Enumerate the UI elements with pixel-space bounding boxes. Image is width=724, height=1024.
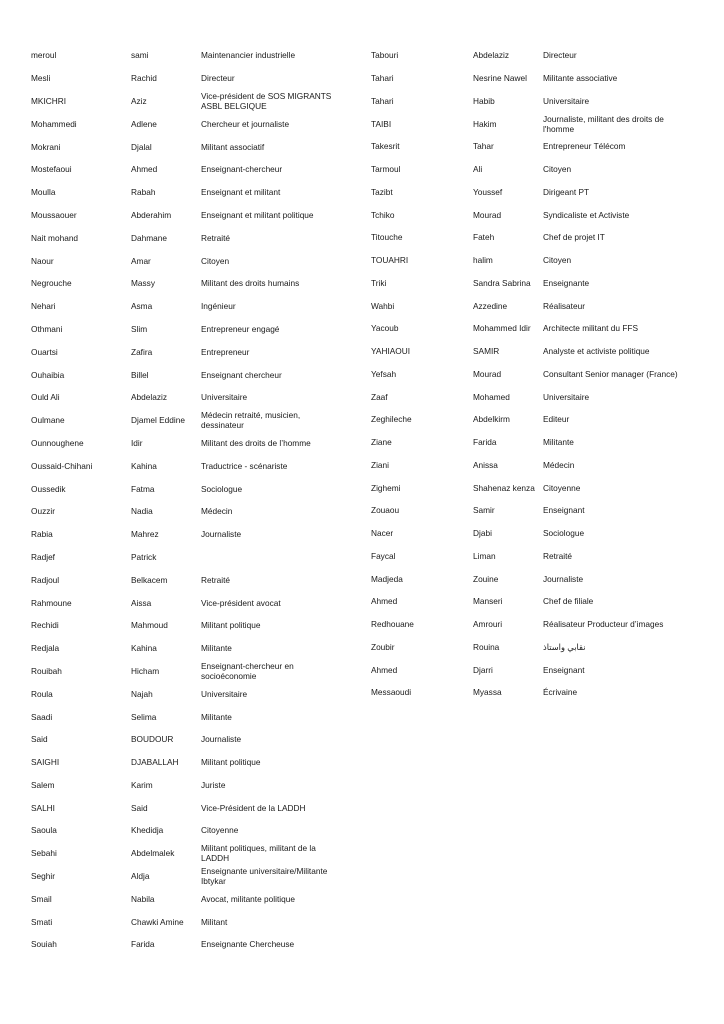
occupation: نقابي واستاذ <box>543 641 586 652</box>
signatory-row <box>371 363 701 386</box>
signatory-row <box>31 90 356 113</box>
first-name: Asma <box>131 301 153 312</box>
first-name: Nabila <box>131 893 155 904</box>
signatory-row <box>31 204 356 227</box>
last-name: Ziani <box>371 459 389 470</box>
first-name: Liman <box>473 550 496 561</box>
occupation: Enseignante Chercheuse <box>201 939 295 950</box>
occupation: Editeur <box>543 414 570 425</box>
occupation: Enseignant <box>543 664 585 675</box>
signatory-row <box>371 67 701 90</box>
signatory-row <box>31 933 356 956</box>
first-name: Mohamed <box>473 391 510 402</box>
first-name: Abdelmalek <box>131 848 175 859</box>
signatory-row <box>371 317 701 340</box>
first-name: Ali <box>473 164 483 175</box>
signatory-row <box>371 408 701 431</box>
occupation: Militante <box>201 711 232 722</box>
first-name: Hakim <box>473 118 497 129</box>
last-name: Ould Ali <box>31 392 60 403</box>
occupation: Directeur <box>543 50 577 61</box>
first-name: Djabi <box>473 528 492 539</box>
signatory-row <box>31 774 356 797</box>
occupation: Universitaire <box>543 391 590 402</box>
signatory-row <box>31 363 356 386</box>
last-name: Nehari <box>31 301 56 312</box>
signatory-row <box>371 454 701 477</box>
first-name: Rouina <box>473 641 500 652</box>
first-name: Mohammed Idir <box>473 323 531 334</box>
occupation: Réalisateur Producteur d’images <box>543 619 664 630</box>
signatory-row <box>371 613 701 636</box>
signatory-row <box>31 249 356 272</box>
last-name: Yefsah <box>371 368 397 379</box>
occupation: Militant associatif <box>201 141 265 152</box>
signatory-row <box>31 44 356 67</box>
signatory-row <box>371 158 701 181</box>
last-name: Roula <box>31 688 53 699</box>
signatory-row <box>371 476 701 499</box>
occupation: Militant politiques, militant de la LADDH <box>201 843 316 864</box>
first-name: Tahar <box>473 141 494 152</box>
last-name: Oussedik <box>31 483 66 494</box>
occupation: Enseignant-chercheur en socioéconomie <box>201 660 294 681</box>
last-name: Zighemi <box>371 482 401 493</box>
first-name: Manseri <box>473 596 503 607</box>
occupation: Médecin retraité, musicien, dessinateur <box>201 410 301 431</box>
occupation: Militante <box>543 437 574 448</box>
signatory-row <box>31 705 356 728</box>
signatory-row <box>31 591 356 614</box>
last-name: Radjoul <box>31 574 60 585</box>
first-name: Khedidja <box>131 825 164 836</box>
signatory-row <box>31 637 356 660</box>
occupation: Dirigeant PT <box>543 186 590 197</box>
occupation: Syndicaliste et Activiste <box>543 209 630 220</box>
last-name: Naour <box>31 255 54 266</box>
signatory-row <box>371 636 701 659</box>
last-name: Rahmoune <box>31 597 72 608</box>
first-name: Adlene <box>131 118 157 129</box>
last-name: Ouzzir <box>31 506 55 517</box>
first-name: SAMIR <box>473 346 500 357</box>
last-name: Rechidi <box>31 620 59 631</box>
signatory-row <box>31 135 356 158</box>
occupation: Entrepreneur engagé <box>201 323 280 334</box>
first-name: Anissa <box>473 459 498 470</box>
last-name: Smati <box>31 916 53 927</box>
last-name: Said <box>31 734 48 745</box>
signatory-row <box>371 431 701 454</box>
last-name: Zouaou <box>371 505 400 516</box>
first-name: Idir <box>131 437 143 448</box>
first-name: Aissa <box>131 597 152 608</box>
last-name: Ahmed <box>371 596 398 607</box>
last-name: Moussaouer <box>31 209 77 220</box>
first-name: Farida <box>131 939 155 950</box>
occupation: Entrepreneur Télécom <box>543 141 626 152</box>
first-name: Sandra Sabrina <box>473 277 531 288</box>
signatory-row <box>371 340 701 363</box>
occupation: Sociologue <box>201 483 243 494</box>
last-name: Souiah <box>31 939 57 950</box>
first-name: Amrouri <box>473 619 503 630</box>
occupation: Vice-président de SOS MIGRANTS ASBL BELGIQUE <box>201 90 332 111</box>
first-name: Mahmoud <box>131 620 168 631</box>
first-name: DJABALLAH <box>131 757 179 768</box>
last-name: Oussaid-Chihani <box>31 460 93 471</box>
first-name: Belkacem <box>131 574 168 585</box>
first-name: Fateh <box>473 232 495 243</box>
last-name: Sebahi <box>31 848 57 859</box>
last-name: Ahmed <box>371 664 398 675</box>
first-name: Habib <box>473 95 495 106</box>
signatory-row <box>31 660 356 683</box>
occupation: Vice-président avocat <box>201 597 281 608</box>
occupation: Journaliste <box>201 529 242 540</box>
last-name: Saadi <box>31 711 53 722</box>
occupation: Chercheur et journaliste <box>201 118 290 129</box>
occupation: Militante <box>201 643 232 654</box>
first-name: Massy <box>131 278 155 289</box>
signatory-row <box>371 658 701 681</box>
last-name: Othmani <box>31 323 63 334</box>
last-name: Tazibt <box>371 186 393 197</box>
last-name: Mokrani <box>31 141 61 152</box>
occupation: Consultant Senior manager (France) <box>543 368 678 379</box>
last-name: Moulla <box>31 187 56 198</box>
last-name: Tabouri <box>371 50 399 61</box>
signatory-row <box>31 454 356 477</box>
signatory-row <box>31 158 356 181</box>
signatory-row <box>371 522 701 545</box>
signatory-row <box>371 545 701 568</box>
occupation: Chef de filiale <box>543 596 594 607</box>
last-name: Redhouane <box>371 619 414 630</box>
signatory-row <box>31 887 356 910</box>
occupation: Réalisateur <box>543 300 585 311</box>
signatory-row <box>371 181 701 204</box>
occupation: Retraité <box>201 232 231 243</box>
occupation: Journaliste, militant des droits de l'homme <box>543 113 664 134</box>
first-name: Djamel Eddine <box>131 415 185 426</box>
last-name: TAIBI <box>371 118 392 129</box>
first-name: Abderahim <box>131 209 172 220</box>
last-name: Radjef <box>31 551 55 562</box>
last-name: YAHIAOUI <box>371 346 411 357</box>
first-name: Amar <box>131 255 151 266</box>
occupation: Citoyenne <box>543 482 581 493</box>
first-name: Billel <box>131 369 149 380</box>
last-name: Madjeda <box>371 573 403 584</box>
first-name: Hicham <box>131 665 160 676</box>
first-name: Rabah <box>131 187 156 198</box>
occupation: Militante associative <box>543 73 618 84</box>
occupation: Architecte militant du FFS <box>543 323 638 334</box>
signatory-row <box>31 682 356 705</box>
last-name: Ziane <box>371 437 392 448</box>
signatory-row <box>371 112 701 135</box>
first-name: Farida <box>473 437 497 448</box>
signatory-row <box>31 751 356 774</box>
signatory-row <box>371 135 701 158</box>
first-name: Mahrez <box>131 529 159 540</box>
first-name: Said <box>131 802 148 813</box>
first-name: Nadia <box>131 506 153 517</box>
signatory-row <box>31 728 356 751</box>
occupation: Avocat, militante politique <box>201 893 295 904</box>
occupation: Enseignant <box>543 505 585 516</box>
last-name: MKICHRI <box>31 95 67 106</box>
last-name: Ouartsi <box>31 346 58 357</box>
occupation: Analyste et activiste politique <box>543 346 650 357</box>
signatory-row <box>371 203 701 226</box>
first-name: Mourad <box>473 368 502 379</box>
first-name: Djalal <box>131 141 152 152</box>
first-name: Myassa <box>473 687 502 698</box>
occupation: Militant des droits humains <box>201 278 300 289</box>
occupation: Citoyen <box>201 255 230 266</box>
occupation: Militant des droits de l’homme <box>201 437 311 448</box>
last-name: Ouhaibia <box>31 369 65 380</box>
signatory-row <box>371 590 701 613</box>
last-name: TOUAHRI <box>371 255 409 266</box>
occupation: Directeur <box>201 73 235 84</box>
occupation: Juriste <box>201 779 226 790</box>
signatory-row <box>31 500 356 523</box>
signatory-row <box>31 568 356 591</box>
first-name: Azzedine <box>473 300 508 311</box>
first-name: BOUDOUR <box>131 734 174 745</box>
last-name: Tarmoul <box>371 164 401 175</box>
last-name: Mostefaoui <box>31 164 72 175</box>
signatory-row <box>371 272 701 295</box>
signatory-row <box>371 90 701 113</box>
signatory-row <box>31 409 356 432</box>
signatory-row <box>371 681 701 704</box>
first-name: Abdelaziz <box>131 392 167 403</box>
last-name: Zaaf <box>371 391 388 402</box>
first-name: Fatma <box>131 483 155 494</box>
signatory-row <box>31 796 356 819</box>
last-name: Redjala <box>31 643 60 654</box>
signatory-row <box>31 546 356 569</box>
signatory-row <box>31 910 356 933</box>
first-name: Karim <box>131 779 153 790</box>
occupation: Traductrice - scénariste <box>201 460 288 471</box>
occupation: Citoyen <box>543 255 572 266</box>
occupation: Citoyen <box>543 164 572 175</box>
signatory-row <box>31 865 356 888</box>
first-name: Najah <box>131 688 153 699</box>
signatory-row <box>31 386 356 409</box>
first-name: Kahina <box>131 643 157 654</box>
first-name: Zouine <box>473 573 499 584</box>
last-name: Smail <box>31 893 52 904</box>
signatory-row <box>31 67 356 90</box>
first-name: Slim <box>131 323 148 334</box>
signatory-row <box>31 432 356 455</box>
occupation: Médecin <box>201 506 233 517</box>
occupation: Universitaire <box>201 392 248 403</box>
signatory-row <box>31 181 356 204</box>
first-name: Selima <box>131 711 157 722</box>
last-name: Nacer <box>371 528 394 539</box>
last-name: Triki <box>371 277 387 288</box>
first-name: Rachid <box>131 73 157 84</box>
first-name: Nesrine Nawel <box>473 73 527 84</box>
occupation: Militant <box>201 916 228 927</box>
first-name: Kahina <box>131 460 157 471</box>
occupation: Entrepreneur <box>201 346 250 357</box>
occupation: Enseignant chercheur <box>201 369 282 380</box>
first-name: halim <box>473 255 493 266</box>
signatory-row <box>31 295 356 318</box>
occupation: Ingénieur <box>201 301 236 312</box>
first-name: Shahenaz kenza <box>473 482 535 493</box>
first-name: Abdelaziz <box>473 50 509 61</box>
last-name: Messaoudi <box>371 687 412 698</box>
signatories-right-column <box>371 44 701 704</box>
first-name: Samir <box>473 505 495 516</box>
last-name: Faycal <box>371 550 396 561</box>
signatory-row <box>371 567 701 590</box>
first-name: Aldja <box>131 871 150 882</box>
last-name: Mesli <box>31 73 51 84</box>
signatory-row <box>31 614 356 637</box>
last-name: Zoubir <box>371 641 395 652</box>
last-name: Negrouche <box>31 278 72 289</box>
occupation: Vice-Président de la LADDH <box>201 802 306 813</box>
first-name: Mourad <box>473 209 502 220</box>
occupation: Enseignant et militant politique <box>201 209 314 220</box>
last-name: SAIGHI <box>31 757 60 768</box>
first-name: Ahmed <box>131 164 158 175</box>
first-name: sami <box>131 50 149 61</box>
occupation: Écrivaine <box>543 687 578 698</box>
last-name: Oulmane <box>31 415 65 426</box>
last-name: Salem <box>31 779 55 790</box>
last-name: Rabia <box>31 529 53 540</box>
signatory-row <box>371 44 701 67</box>
last-name: Mohammedi <box>31 118 77 129</box>
last-name: meroul <box>31 50 57 61</box>
last-name: Nait mohand <box>31 232 79 243</box>
occupation: Enseignant-chercheur <box>201 164 283 175</box>
occupation: Médecin <box>543 459 575 470</box>
occupation: Chef de projet IT <box>543 232 605 243</box>
last-name: Wahbi <box>371 300 395 311</box>
occupation: Retraité <box>201 574 231 585</box>
occupation: Sociologue <box>543 528 585 539</box>
signatory-row <box>371 226 701 249</box>
first-name: Youssef <box>473 186 503 197</box>
occupation: Militant politique <box>201 620 261 631</box>
first-name: Aziz <box>131 95 147 106</box>
occupation: Journaliste <box>201 734 242 745</box>
first-name: Dahmane <box>131 232 167 243</box>
last-name: Yacoub <box>371 323 399 334</box>
signatories-left-column <box>31 44 356 956</box>
last-name: Takesrit <box>371 141 400 152</box>
signatory-row <box>371 249 701 272</box>
signatory-row <box>31 272 356 295</box>
signatory-row <box>31 842 356 865</box>
last-name: SALHI <box>31 802 55 813</box>
signatory-row <box>371 385 701 408</box>
occupation: Maintenancier industrielle <box>201 50 296 61</box>
last-name: Ounnoughene <box>31 437 84 448</box>
signatory-row <box>31 477 356 500</box>
occupation: Enseignante <box>543 277 590 288</box>
occupation: Citoyenne <box>201 825 239 836</box>
occupation: Universitaire <box>201 688 248 699</box>
occupation: Enseignante universitaire/Militante Ibtykar <box>201 866 328 887</box>
first-name: Chawki Amine <box>131 916 184 927</box>
occupation: Retraité <box>543 550 573 561</box>
signatory-row <box>31 523 356 546</box>
last-name: Tahari <box>371 95 394 106</box>
last-name: Rouibah <box>31 665 62 676</box>
signatory-row <box>31 112 356 135</box>
first-name: Patrick <box>131 551 157 562</box>
occupation: Journaliste <box>543 573 584 584</box>
first-name: Abdelkirm <box>473 414 510 425</box>
first-name: Zafira <box>131 346 153 357</box>
signatory-row <box>371 499 701 522</box>
last-name: Zeghileche <box>371 414 412 425</box>
signatory-row <box>31 340 356 363</box>
last-name: Titouche <box>371 232 403 243</box>
occupation: Universitaire <box>543 95 590 106</box>
signatory-row <box>31 318 356 341</box>
last-name: Saoula <box>31 825 57 836</box>
first-name: Djarri <box>473 664 493 675</box>
occupation: Enseignant et militant <box>201 187 281 198</box>
signatory-row <box>31 819 356 842</box>
signatory-row <box>31 226 356 249</box>
occupation: Militant politique <box>201 757 261 768</box>
signatory-row <box>371 294 701 317</box>
last-name: Tchiko <box>371 209 395 220</box>
last-name: Tahari <box>371 73 394 84</box>
last-name: Seghir <box>31 871 55 882</box>
